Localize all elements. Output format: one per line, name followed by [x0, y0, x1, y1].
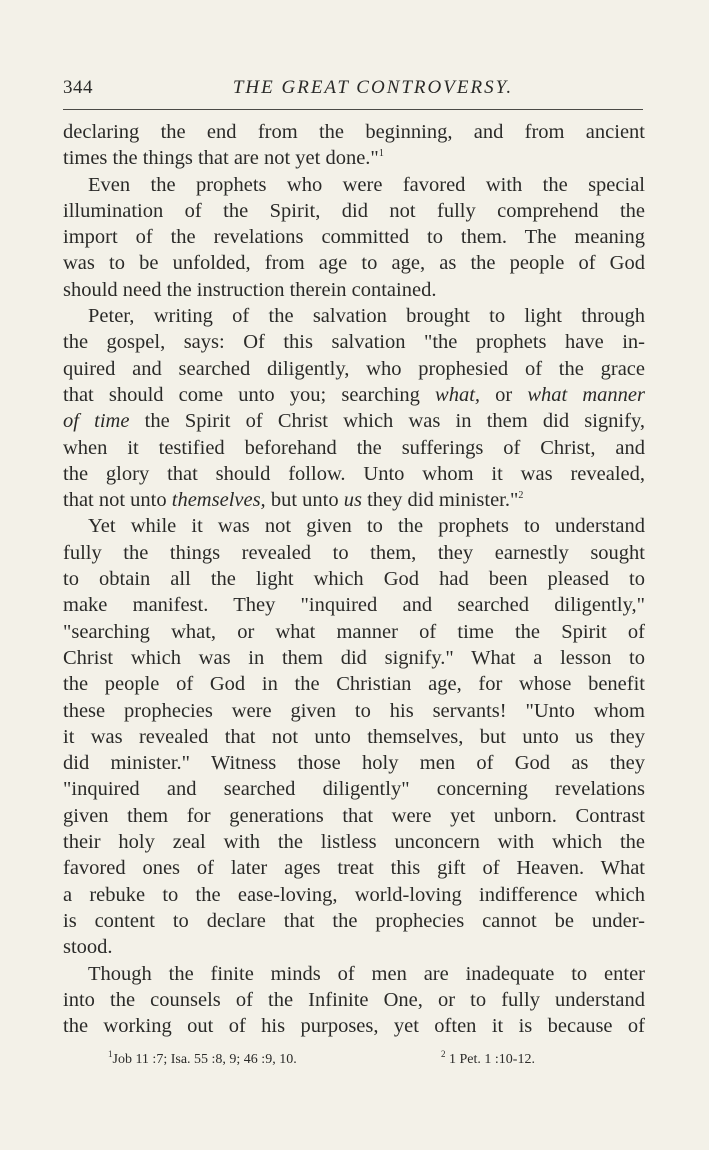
footnote-1 [108, 1049, 297, 1068]
text-line: it was revealed that not unto themselves, but unto us they [63, 725, 645, 748]
body-text [63, 119, 645, 1039]
text-line: favored ones of later ages treat this gift of Heaven. What [63, 857, 645, 880]
text-line: Peter, writing of the salvation brought to light through [88, 305, 645, 328]
text-line: a rebuke to the ease-loving, world-loving indifference which [63, 883, 645, 906]
text-line: Though the finite minds of men are inadequate to enter [88, 962, 645, 985]
text-line: quired and searched diligently, who prophesied of the grace [63, 357, 645, 380]
italic-text: us [343, 489, 362, 512]
footnote-1-mark: 1 [108, 1049, 113, 1059]
text-line: the people of God in the Christian age, for whose benefit [63, 673, 645, 696]
text-line: the glory that should follow. Unto whom it was revealed, [63, 462, 645, 485]
text-line: Yet while it was not given to the prophets to understand [88, 515, 645, 538]
footnotes [108, 1049, 588, 1068]
text-span: that should come unto you; searching [63, 383, 436, 406]
text-line: their holy zeal with the listless unconcern with which the [63, 831, 645, 854]
text-span: that not unto [63, 489, 172, 512]
text-line: when it testified beforehand the sufferings of Christ, and [63, 436, 645, 459]
page-number: 344 [63, 77, 93, 98]
footnote-1-text: Job 11 :7; Isa. 55 :8, 9; 46 :9, 10. [112, 1052, 297, 1067]
text-line: into the counsels of the Infinite One, or to fully understand [63, 988, 645, 1011]
text-span: they did minister." [361, 489, 519, 512]
text-line: to obtain all the light which God had been pleased to [63, 568, 645, 591]
text-line [63, 145, 645, 171]
text-line: declaring the end from the beginning, and from ancient [63, 121, 645, 143]
footnote-marker: 1 [378, 148, 384, 160]
text-line: Christ which was in them did signify." What a lesson to [63, 646, 645, 669]
text-span: or [480, 383, 528, 406]
text-line: given them for generations that were yet unborn. Contrast [63, 804, 645, 827]
footnote-2 [441, 1049, 535, 1068]
text-line: Even the prophets who were favored with the special [88, 173, 645, 196]
footnote-2-text: 1 Pet. 1 :10-12. [449, 1052, 535, 1067]
running-title: THE GREAT CONTROVERSY. [232, 77, 514, 98]
text-line: did minister." Witness those holy men of God as they [63, 752, 645, 775]
text-line: "inquired and searched diligently" concerning revelations [63, 778, 645, 801]
text-line [63, 408, 645, 434]
text-line: make manifest. They "inquired and searched diligently," [63, 594, 645, 617]
text-line: should need the instruction therein contained. [63, 278, 437, 301]
text-line: the gospel, says: Of this salvation "the prophets have in- [63, 331, 645, 354]
footnote-2-mark: 2 [441, 1049, 446, 1059]
text-line: is content to declare that the prophecies cannot be under- [63, 909, 645, 932]
italic-text: themselves, [171, 489, 266, 512]
text-span: but unto [265, 489, 344, 512]
text-span: times the things that are not yet done." [63, 147, 379, 170]
italic-text: what, [435, 383, 481, 406]
text-line: import of the revelations committed to them. The meaning [63, 226, 645, 249]
page-header [63, 77, 643, 107]
text-line [63, 382, 645, 408]
footnote-marker: 2 [518, 490, 524, 502]
italic-text: of time [63, 410, 130, 433]
text-line: "searching what, or what manner of time the Spirit of [63, 620, 645, 643]
text-line: the working out of his purposes, yet often it is because of [63, 1015, 645, 1038]
text-span: the Spirit of Christ which was in them did signify, [129, 410, 645, 433]
text-line: these prophecies were given to his servants! "Unto whom [63, 699, 645, 722]
text-line: fully the things revealed to them, they earnestly sought [63, 541, 645, 564]
header-rule [63, 109, 643, 110]
text-line: illumination of the Spirit, did not fully comprehend the [63, 199, 645, 222]
text-line: stood. [63, 936, 113, 959]
italic-text: what manner [527, 383, 646, 406]
text-line: was to be unfolded, from age to age, as the people of God [63, 252, 645, 275]
text-line [63, 487, 645, 513]
